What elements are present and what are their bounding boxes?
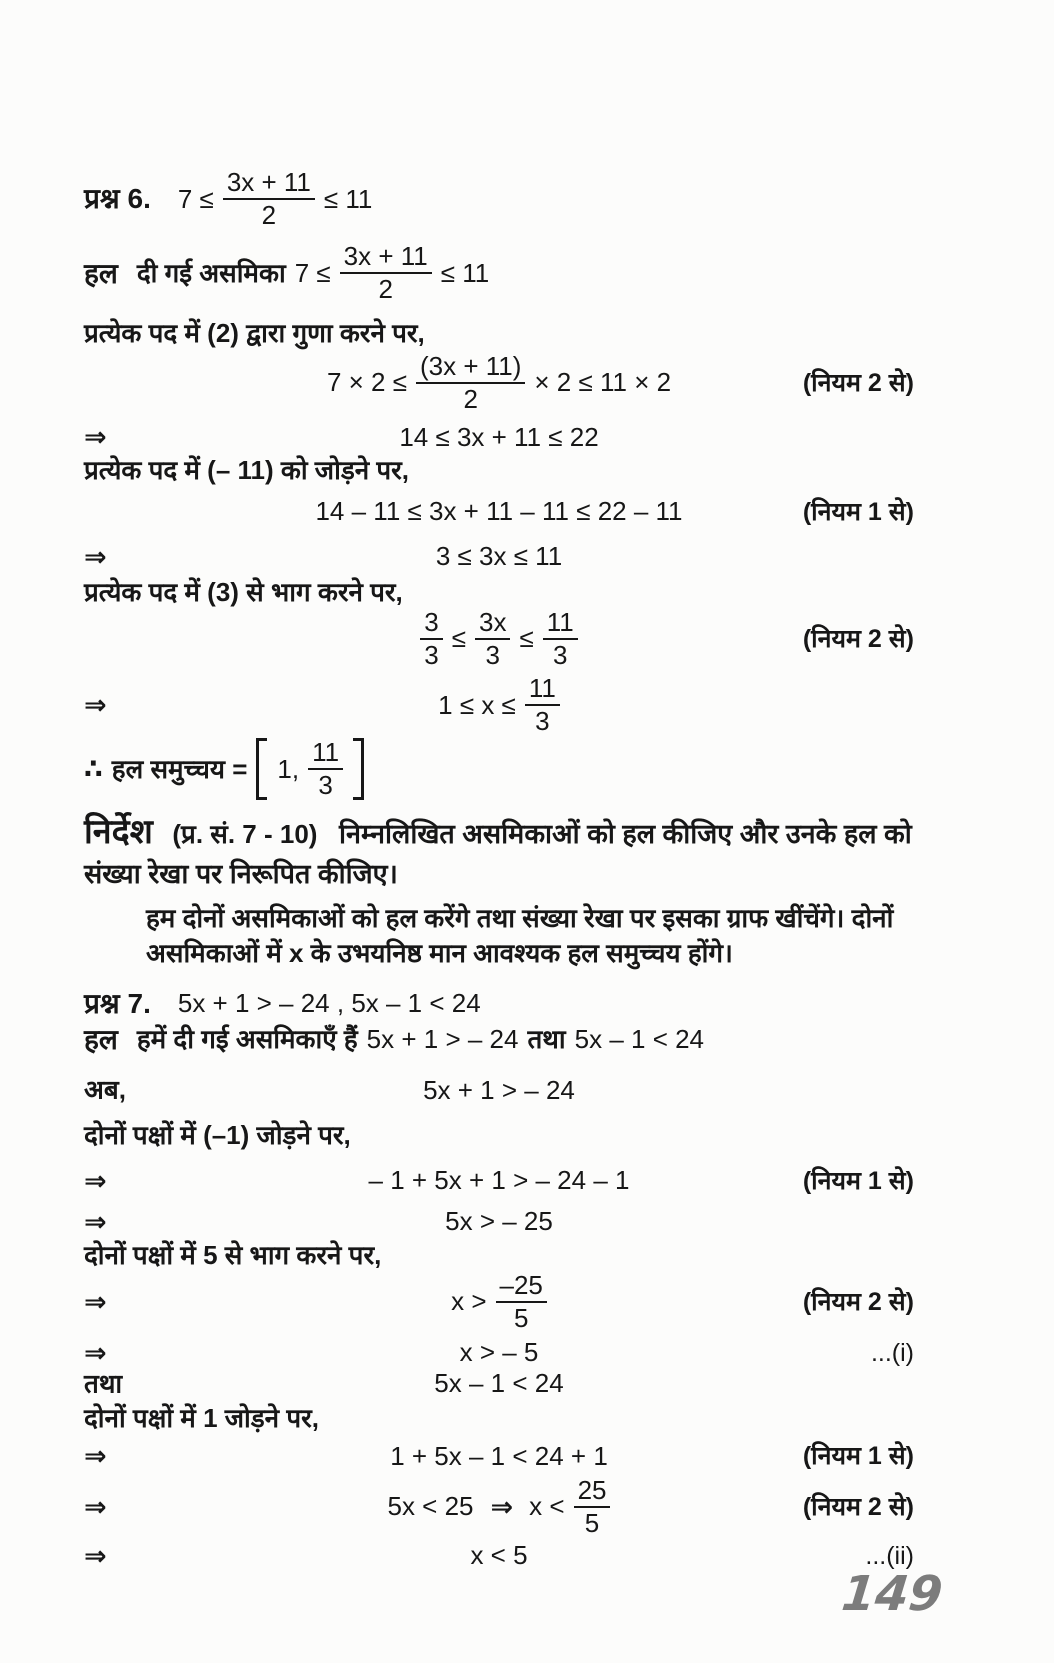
fraction-denominator: 2 [378, 274, 393, 305]
fraction-numerator: –25 [496, 1271, 547, 1303]
solution-7-intro [84, 1023, 704, 1057]
derivation-row [84, 1337, 914, 1368]
derivation-row [84, 674, 914, 736]
equation-text: 5x + 1 > – 24 [423, 1074, 575, 1105]
equation-text: 14 – 11 ≤ 3x + 11 – 11 ≤ 22 – 11 [315, 496, 683, 527]
implies-symbol: ⇒ [84, 1337, 106, 1368]
now-label: अब, [84, 1074, 126, 1105]
fraction-denominator: 2 [261, 200, 277, 231]
equation-text: ≤ 11 [440, 257, 490, 288]
equation-text: 5x + 1 > – 24 [366, 1024, 519, 1055]
equation-text: 5x > – 25 [445, 1206, 553, 1237]
derivation-row [84, 1441, 914, 1472]
left-bracket [256, 738, 267, 800]
equation-text: 7 ≤ [294, 257, 331, 288]
derivation-row [84, 1368, 914, 1399]
fraction-denominator: 3 [318, 770, 333, 801]
conjunction-text: तथा [527, 1024, 566, 1055]
page-content [84, 168, 914, 1571]
solution-6-row [84, 242, 914, 304]
fraction [574, 1476, 611, 1538]
equation-text: x > – 5 [459, 1336, 539, 1367]
fraction-denominator: 3 [424, 639, 439, 670]
fraction [420, 608, 442, 670]
rule-note: (नियम 1 से) [802, 497, 914, 526]
step-text-divide: प्रत्येक पद में (3) से भाग करने पर, [84, 576, 403, 607]
implies-symbol: ⇒ [84, 689, 106, 720]
fraction [475, 608, 510, 670]
implies-symbol: ⇒ [84, 541, 106, 572]
solution-label: हल [84, 1024, 118, 1056]
derivation-row [84, 541, 914, 572]
fraction [543, 608, 578, 670]
derivation-row [84, 608, 914, 670]
equation-text: – 1 + 5x + 1 > – 24 – 1 [368, 1165, 630, 1196]
rule-note: (नियम 2 से) [802, 1287, 914, 1316]
fraction [340, 242, 432, 304]
step-text-add-minus1: दोनों पक्षों में (–1) जोड़ने पर, [84, 1119, 351, 1150]
equation-text: 1 + 5x – 1 < 24 + 1 [390, 1440, 608, 1471]
page-number: 149 [838, 1566, 945, 1622]
solution-7-row [84, 1023, 914, 1057]
equation-text: 1 ≤ x ≤ [438, 689, 516, 720]
fraction-numerator: 3x + 11 [223, 168, 315, 200]
equation-text: x < 5 [470, 1539, 528, 1570]
solution-intro-text: हमें दी गई असमिकाएँ हैं [136, 1024, 358, 1055]
fraction-denominator: 3 [485, 639, 500, 670]
derivation-row [84, 1540, 914, 1571]
equation [438, 674, 560, 736]
equation [451, 1271, 547, 1333]
direction-paragraph [84, 810, 914, 892]
rule-note: (नियम 1 से) [802, 1166, 914, 1195]
equation [420, 608, 578, 670]
derivation-row [84, 1271, 914, 1333]
solution-set-label: हल समुच्चय = [111, 753, 248, 784]
solution-intro-text: दी गई असमिका [136, 257, 286, 288]
question-6-row [84, 168, 914, 230]
equation-text: 5x + 1 > – 24 , 5x – 1 < 24 [177, 988, 481, 1019]
equation-text: × 2 ≤ 11 × 2 [534, 367, 672, 398]
equation [388, 1476, 611, 1538]
fraction [496, 1271, 547, 1333]
interval-start: 1, [277, 753, 300, 784]
equation-reference: ...(ii) [865, 1541, 914, 1570]
implies-symbol: ⇒ [84, 1206, 106, 1237]
fraction-numerator: 3x + 11 [340, 242, 432, 274]
fraction-numerator: 3x [475, 608, 510, 640]
derivation-row [84, 496, 914, 527]
solution-label: हल [84, 257, 118, 289]
implies-symbol: ⇒ [84, 1286, 106, 1317]
derivation-row [84, 352, 914, 414]
fraction [416, 352, 525, 414]
question-7-label: प्रश्न 7. [84, 988, 151, 1020]
direction-explanation: हम दोनों असमिकाओं को हल करेंगे तथा संख्या रेखा पर इसका ग्राफ खींचेंगे। दोनों असमिकाओं में x के उभयनिष्ठ मान आवश्यक हल समुच्चय होंगे। [146, 902, 894, 968]
rule-note: (नियम 2 से) [802, 624, 914, 653]
equation-text: x > [451, 1286, 487, 1317]
step-text-divide-5: दोनों पक्षों में 5 से भाग करने पर, [84, 1239, 382, 1270]
direction-question-range: (प्र. सं. 7 - 10) [172, 819, 318, 850]
fraction-denominator: 2 [463, 383, 478, 414]
derivation-row [84, 1476, 914, 1538]
rule-note: (नियम 1 से) [802, 1442, 914, 1471]
fraction [525, 674, 560, 736]
implies-symbol: ⇒ [84, 422, 106, 453]
solution-set-row [84, 738, 914, 800]
derivation-row [84, 1165, 914, 1196]
fraction-denominator: 3 [553, 639, 568, 670]
fraction [308, 738, 343, 800]
equation-text: 7 × 2 ≤ [326, 367, 407, 398]
equation-reference: ...(i) [870, 1338, 914, 1367]
equation-text: 7 ≤ [177, 183, 214, 214]
direction-text: निम्नलिखित असमिकाओं को हल कीजिए और उनके हल को संख्या रेखा पर निरूपित कीजिए। [84, 819, 912, 890]
rule-note: (नियम 2 से) [802, 368, 914, 397]
question-6-label: प्रश्न 6. [84, 183, 151, 215]
step-text-multiply: प्रत्येक पद में (2) द्वारा गुणा करने पर, [84, 318, 425, 349]
fraction-numerator: 3 [420, 608, 442, 640]
implies-symbol: ⇒ [490, 1491, 513, 1522]
equation-text: 5x < 25 [387, 1491, 474, 1522]
relation-symbol: ≤ [451, 623, 466, 654]
equation-text: 3 ≤ 3x ≤ 11 [435, 541, 563, 572]
solution-6-intro [84, 242, 489, 304]
equation-text: 5x – 1 < 24 [434, 1368, 564, 1399]
therefore-symbol: ∴ [84, 754, 103, 785]
fraction-denominator: 3 [535, 706, 550, 737]
implies-symbol: ⇒ [84, 1165, 106, 1196]
derivation-row [84, 1206, 914, 1237]
question-6-statement [84, 168, 372, 230]
implies-symbol: ⇒ [84, 1540, 106, 1571]
equation-text: x < [529, 1491, 565, 1522]
implies-symbol: ⇒ [84, 1440, 106, 1471]
fraction-numerator: (3x + 11) [416, 352, 525, 384]
question-7-statement [84, 987, 481, 1021]
rule-note: (नियम 2 से) [802, 1492, 914, 1521]
step-text-add-1: दोनों पक्षों में 1 जोड़ने पर, [84, 1403, 319, 1434]
equation [327, 352, 671, 414]
fraction-numerator: 11 [525, 674, 560, 706]
solution-set [84, 738, 364, 800]
question-7-row [84, 987, 914, 1021]
step-text-add: प्रत्येक पद में (– 11) को जोड़ने पर, [84, 455, 410, 486]
right-bracket [353, 738, 364, 800]
relation-symbol: ≤ [519, 623, 534, 654]
equation-text: ≤ 11 [323, 183, 373, 214]
fraction [223, 168, 315, 230]
derivation-row [84, 1075, 914, 1106]
direction-label: निर्देश [84, 813, 153, 852]
derivation-row [84, 422, 914, 453]
fraction-numerator: 25 [574, 1476, 611, 1508]
equation-text: 14 ≤ 3x + 11 ≤ 22 [399, 421, 599, 452]
fraction-denominator: 5 [513, 1302, 529, 1333]
fraction-denominator: 5 [584, 1507, 600, 1538]
equation-text: 5x – 1 < 24 [574, 1024, 705, 1055]
fraction-numerator: 11 [308, 738, 343, 770]
implies-symbol: ⇒ [84, 1491, 106, 1522]
and-label: तथा [84, 1368, 123, 1399]
fraction-numerator: 11 [543, 608, 578, 640]
